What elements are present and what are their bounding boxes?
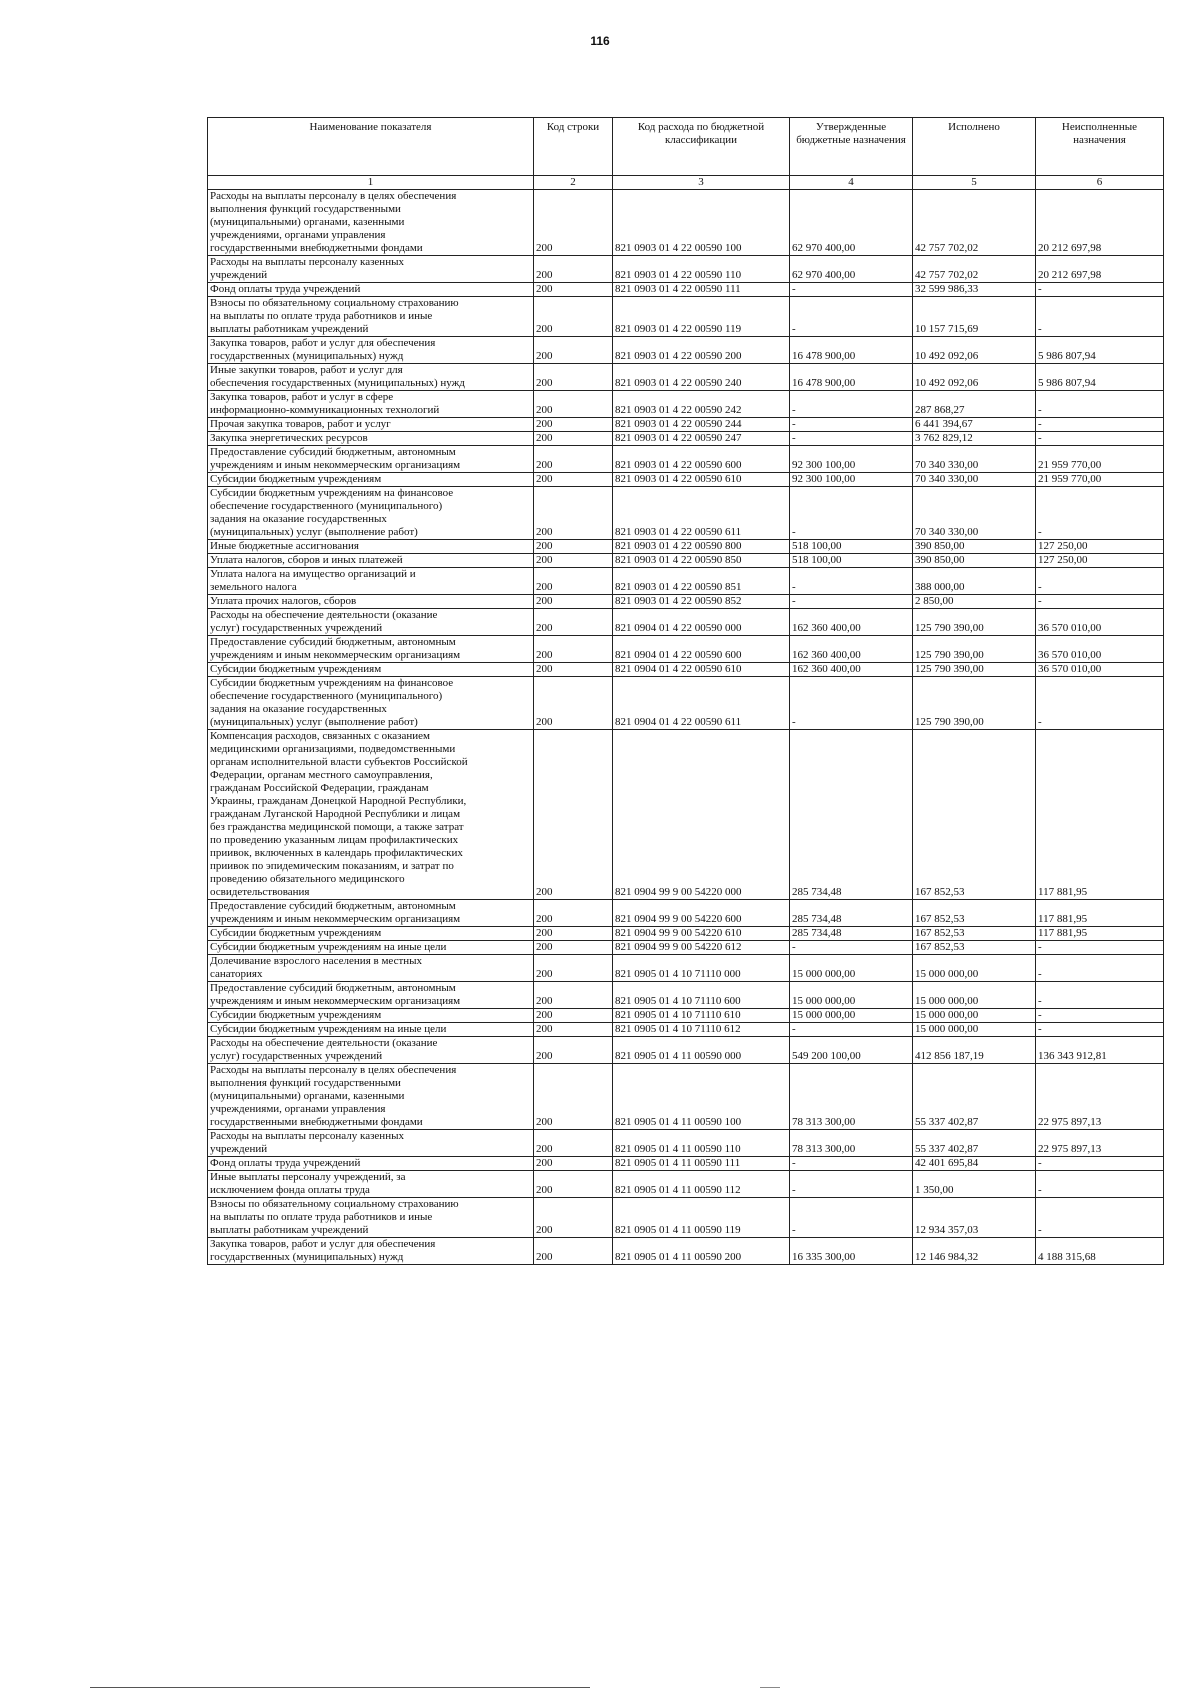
row-budget-code: 821 0905 01 4 11 00590 111 xyxy=(613,1157,790,1171)
table-row xyxy=(208,446,1164,473)
row-budget-code: 821 0903 01 4 22 00590 119 xyxy=(613,297,790,337)
row-unexecuted: - xyxy=(1036,418,1164,432)
row-name: Субсидии бюджетным учреждениям xyxy=(208,473,534,487)
row-approved: 62 970 400,00 xyxy=(790,256,913,283)
row-line-code: 200 xyxy=(534,1198,613,1238)
row-approved: 162 360 400,00 xyxy=(790,609,913,636)
row-unexecuted: - xyxy=(1036,487,1164,540)
row-name: Иные выплаты персоналу учреждений, за исключением фонда оплаты труда xyxy=(208,1171,534,1198)
row-executed: 167 852,53 xyxy=(913,900,1036,927)
row-name: Закупка товаров, работ и услуг в сфере информационно-коммуникационных технологий xyxy=(208,391,534,418)
table-row xyxy=(208,297,1164,337)
row-executed: 1 350,00 xyxy=(913,1171,1036,1198)
row-budget-code: 821 0904 99 9 00 54220 000 xyxy=(613,730,790,900)
row-executed: 412 856 187,19 xyxy=(913,1037,1036,1064)
row-line-code: 200 xyxy=(534,677,613,730)
row-unexecuted: - xyxy=(1036,677,1164,730)
row-approved: - xyxy=(790,283,913,297)
row-unexecuted: - xyxy=(1036,391,1164,418)
row-approved: 285 734,48 xyxy=(790,927,913,941)
row-budget-code: 821 0903 01 4 22 00590 240 xyxy=(613,364,790,391)
row-unexecuted: 22 975 897,13 xyxy=(1036,1064,1164,1130)
bottom-rule xyxy=(90,1687,590,1688)
row-budget-code: 821 0905 01 4 10 71110 600 xyxy=(613,982,790,1009)
row-executed: 15 000 000,00 xyxy=(913,1023,1036,1037)
row-line-code: 200 xyxy=(534,595,613,609)
table-row xyxy=(208,1157,1164,1171)
row-approved: 15 000 000,00 xyxy=(790,955,913,982)
row-unexecuted: - xyxy=(1036,941,1164,955)
row-name: Фонд оплаты труда учреждений xyxy=(208,283,534,297)
table-row xyxy=(208,1171,1164,1198)
table-row xyxy=(208,1037,1164,1064)
row-executed: 3 762 829,12 xyxy=(913,432,1036,446)
row-name: Иные бюджетные ассигнования xyxy=(208,540,534,554)
row-executed: 125 790 390,00 xyxy=(913,663,1036,677)
row-name: Компенсация расходов, связанных с оказанием медицинскими организациями, подведомственными органам исполнительной власти субъектов Российской Федерации, органам местного самоуправления, гражданам Российской Федерации, гражданам Украины, гражданам Донецкой Народной Республики, гражданам Луганской Народной Республики и лицам без гражданства медицинской помощи, а также затрат по проведению указанным лицам профилактических приивок, включенных в календарь профилактических приивок по эпидемическим показаниям, и затрат по проведению обязательного медицинского освидетельствования xyxy=(208,730,534,900)
row-name: Субсидии бюджетным учреждениям xyxy=(208,663,534,677)
row-unexecuted: 36 570 010,00 xyxy=(1036,636,1164,663)
row-executed: 388 000,00 xyxy=(913,568,1036,595)
row-name: Субсидии бюджетным учреждениям xyxy=(208,927,534,941)
header-executed: Исполнено xyxy=(913,118,1036,176)
page-number: 116 xyxy=(590,34,610,48)
row-budget-code: 821 0903 01 4 22 00590 852 xyxy=(613,595,790,609)
row-approved: 162 360 400,00 xyxy=(790,636,913,663)
table-row xyxy=(208,636,1164,663)
header-name: Наименование показателя xyxy=(208,118,534,176)
row-approved: 518 100,00 xyxy=(790,540,913,554)
row-budget-code: 821 0904 01 4 22 00590 600 xyxy=(613,636,790,663)
row-unexecuted: 117 881,95 xyxy=(1036,730,1164,900)
row-approved: 15 000 000,00 xyxy=(790,982,913,1009)
table-row xyxy=(208,568,1164,595)
table-row xyxy=(208,1009,1164,1023)
row-budget-code: 821 0905 01 4 11 00590 112 xyxy=(613,1171,790,1198)
row-name: Закупка товаров, работ и услуг для обеспечения государственных (муниципальных) нужд xyxy=(208,337,534,364)
row-line-code: 200 xyxy=(534,190,613,256)
row-name: Предоставление субсидий бюджетным, автономным учреждениям и иным некоммерческим организациям xyxy=(208,446,534,473)
column-number: 1 xyxy=(208,176,534,190)
row-unexecuted: - xyxy=(1036,982,1164,1009)
row-unexecuted: 117 881,95 xyxy=(1036,927,1164,941)
row-budget-code: 821 0903 01 4 22 00590 242 xyxy=(613,391,790,418)
row-approved: 549 200 100,00 xyxy=(790,1037,913,1064)
row-budget-code: 821 0904 99 9 00 54220 612 xyxy=(613,941,790,955)
row-unexecuted: - xyxy=(1036,595,1164,609)
row-approved: 162 360 400,00 xyxy=(790,663,913,677)
row-line-code: 200 xyxy=(534,1130,613,1157)
row-line-code: 200 xyxy=(534,446,613,473)
row-unexecuted: 5 986 807,94 xyxy=(1036,337,1164,364)
row-approved: - xyxy=(790,595,913,609)
table-row xyxy=(208,1238,1164,1265)
row-budget-code: 821 0903 01 4 22 00590 200 xyxy=(613,337,790,364)
row-executed: 55 337 402,87 xyxy=(913,1130,1036,1157)
row-executed: 70 340 330,00 xyxy=(913,487,1036,540)
row-approved: 15 000 000,00 xyxy=(790,1009,913,1023)
table-row xyxy=(208,927,1164,941)
row-budget-code: 821 0904 99 9 00 54220 600 xyxy=(613,900,790,927)
row-approved: 16 335 300,00 xyxy=(790,1238,913,1265)
row-line-code: 200 xyxy=(534,297,613,337)
row-line-code: 200 xyxy=(534,1064,613,1130)
row-approved: - xyxy=(790,1198,913,1238)
row-unexecuted: 117 881,95 xyxy=(1036,900,1164,927)
row-line-code: 200 xyxy=(534,955,613,982)
row-executed: 10 492 092,06 xyxy=(913,364,1036,391)
row-approved: - xyxy=(790,1171,913,1198)
column-number: 4 xyxy=(790,176,913,190)
row-budget-code: 821 0903 01 4 22 00590 244 xyxy=(613,418,790,432)
row-budget-code: 821 0905 01 4 11 00590 200 xyxy=(613,1238,790,1265)
row-name: Субсидии бюджетным учреждениям xyxy=(208,1009,534,1023)
row-budget-code: 821 0904 01 4 22 00590 000 xyxy=(613,609,790,636)
table-row xyxy=(208,487,1164,540)
row-executed: 15 000 000,00 xyxy=(913,955,1036,982)
row-line-code: 200 xyxy=(534,1037,613,1064)
row-budget-code: 821 0904 01 4 22 00590 611 xyxy=(613,677,790,730)
row-name: Субсидии бюджетным учреждениям на финансовое обеспечение государственного (муниципального) задания на оказание государственных (муниципальных) услуг (выполнение работ) xyxy=(208,677,534,730)
table-row xyxy=(208,256,1164,283)
row-line-code: 200 xyxy=(534,568,613,595)
row-executed: 390 850,00 xyxy=(913,554,1036,568)
row-approved: - xyxy=(790,297,913,337)
row-budget-code: 821 0903 01 4 22 00590 800 xyxy=(613,540,790,554)
table-row xyxy=(208,941,1164,955)
row-unexecuted: 36 570 010,00 xyxy=(1036,609,1164,636)
row-executed: 55 337 402,87 xyxy=(913,1064,1036,1130)
row-executed: 125 790 390,00 xyxy=(913,609,1036,636)
row-executed: 2 850,00 xyxy=(913,595,1036,609)
row-name: Закупка энергетических ресурсов xyxy=(208,432,534,446)
row-executed: 42 757 702,02 xyxy=(913,256,1036,283)
row-line-code: 200 xyxy=(534,730,613,900)
column-number: 6 xyxy=(1036,176,1164,190)
row-approved: 78 313 300,00 xyxy=(790,1064,913,1130)
row-name: Уплата налога на имущество организаций и земельного налога xyxy=(208,568,534,595)
row-unexecuted: - xyxy=(1036,432,1164,446)
row-executed: 15 000 000,00 xyxy=(913,1009,1036,1023)
table-row xyxy=(208,554,1164,568)
row-approved: 16 478 900,00 xyxy=(790,337,913,364)
row-unexecuted: 22 975 897,13 xyxy=(1036,1130,1164,1157)
table-row xyxy=(208,1064,1164,1130)
row-executed: 10 157 715,69 xyxy=(913,297,1036,337)
row-approved: - xyxy=(790,941,913,955)
row-line-code: 200 xyxy=(534,1157,613,1171)
row-approved: 78 313 300,00 xyxy=(790,1130,913,1157)
row-executed: 6 441 394,67 xyxy=(913,418,1036,432)
row-approved: - xyxy=(790,432,913,446)
table-row xyxy=(208,730,1164,900)
row-name: Расходы на выплаты персоналу казенных учреждений xyxy=(208,1130,534,1157)
row-budget-code: 821 0905 01 4 10 71110 000 xyxy=(613,955,790,982)
table-row xyxy=(208,982,1164,1009)
row-line-code: 200 xyxy=(534,900,613,927)
row-line-code: 200 xyxy=(534,1009,613,1023)
row-budget-code: 821 0905 01 4 11 00590 100 xyxy=(613,1064,790,1130)
row-unexecuted: 21 959 770,00 xyxy=(1036,446,1164,473)
row-name: Расходы на обеспечение деятельности (оказание услуг) государственных учреждений xyxy=(208,1037,534,1064)
row-name: Субсидии бюджетным учреждениям на финансовое обеспечение государственного (муниципального) задания на оказание государственных (муниципальных) услуг (выполнение работ) xyxy=(208,487,534,540)
row-executed: 287 868,27 xyxy=(913,391,1036,418)
row-name: Расходы на выплаты персоналу казенных учреждений xyxy=(208,256,534,283)
row-executed: 390 850,00 xyxy=(913,540,1036,554)
row-budget-code: 821 0903 01 4 22 00590 851 xyxy=(613,568,790,595)
row-line-code: 200 xyxy=(534,337,613,364)
row-approved: 285 734,48 xyxy=(790,900,913,927)
table-row xyxy=(208,955,1164,982)
row-line-code: 200 xyxy=(534,487,613,540)
row-executed: 125 790 390,00 xyxy=(913,677,1036,730)
row-approved: 92 300 100,00 xyxy=(790,473,913,487)
row-executed: 42 757 702,02 xyxy=(913,190,1036,256)
row-executed: 70 340 330,00 xyxy=(913,446,1036,473)
row-budget-code: 821 0905 01 4 11 00590 119 xyxy=(613,1198,790,1238)
row-executed: 12 934 357,03 xyxy=(913,1198,1036,1238)
row-line-code: 200 xyxy=(534,432,613,446)
row-budget-code: 821 0903 01 4 22 00590 247 xyxy=(613,432,790,446)
row-unexecuted: - xyxy=(1036,1157,1164,1171)
row-approved: - xyxy=(790,1157,913,1171)
row-executed: 167 852,53 xyxy=(913,941,1036,955)
row-line-code: 200 xyxy=(534,927,613,941)
row-approved: - xyxy=(790,391,913,418)
row-name: Закупка товаров, работ и услуг для обеспечения государственных (муниципальных) нужд xyxy=(208,1238,534,1265)
row-line-code: 200 xyxy=(534,473,613,487)
row-budget-code: 821 0903 01 4 22 00590 850 xyxy=(613,554,790,568)
row-unexecuted: - xyxy=(1036,283,1164,297)
row-unexecuted: - xyxy=(1036,1009,1164,1023)
row-budget-code: 821 0903 01 4 22 00590 100 xyxy=(613,190,790,256)
header-budget-code: Код расхода по бюджетной классификации xyxy=(613,118,790,176)
row-unexecuted: 136 343 912,81 xyxy=(1036,1037,1164,1064)
row-name: Взносы по обязательному социальному страхованию на выплаты по оплате труда работников и иные выплаты работникам учреждений xyxy=(208,1198,534,1238)
row-name: Прочая закупка товаров, работ и услуг xyxy=(208,418,534,432)
row-unexecuted: 21 959 770,00 xyxy=(1036,473,1164,487)
row-unexecuted: 127 250,00 xyxy=(1036,540,1164,554)
row-line-code: 200 xyxy=(534,256,613,283)
row-name: Иные закупки товаров, работ и услуг для обеспечения государственных (муниципальных) нужд xyxy=(208,364,534,391)
column-number: 3 xyxy=(613,176,790,190)
table-row xyxy=(208,283,1164,297)
row-budget-code: 821 0904 99 9 00 54220 610 xyxy=(613,927,790,941)
row-budget-code: 821 0903 01 4 22 00590 110 xyxy=(613,256,790,283)
bottom-mark xyxy=(760,1687,780,1688)
row-line-code: 200 xyxy=(534,364,613,391)
row-name: Субсидии бюджетным учреждениям на иные цели xyxy=(208,1023,534,1037)
row-name: Взносы по обязательному социальному страхованию на выплаты по оплате труда работников и иные выплаты работникам учреждений xyxy=(208,297,534,337)
row-budget-code: 821 0905 01 4 10 71110 612 xyxy=(613,1023,790,1037)
row-executed: 15 000 000,00 xyxy=(913,982,1036,1009)
column-number: 2 xyxy=(534,176,613,190)
row-unexecuted: - xyxy=(1036,568,1164,595)
header-line-code: Код строки xyxy=(534,118,613,176)
row-executed: 167 852,53 xyxy=(913,927,1036,941)
row-name: Уплата прочих налогов, сборов xyxy=(208,595,534,609)
row-approved: - xyxy=(790,677,913,730)
row-line-code: 200 xyxy=(534,554,613,568)
table-row xyxy=(208,609,1164,636)
row-line-code: 200 xyxy=(534,609,613,636)
row-unexecuted: - xyxy=(1036,1171,1164,1198)
row-line-code: 200 xyxy=(534,418,613,432)
table-row xyxy=(208,540,1164,554)
table-row xyxy=(208,1130,1164,1157)
table-row xyxy=(208,190,1164,256)
row-approved: 285 734,48 xyxy=(790,730,913,900)
row-executed: 12 146 984,32 xyxy=(913,1238,1036,1265)
row-line-code: 200 xyxy=(534,1171,613,1198)
row-budget-code: 821 0905 01 4 11 00590 110 xyxy=(613,1130,790,1157)
row-name: Расходы на выплаты персоналу в целях обеспечения выполнения функций государственными (муниципальными) органами, казенными учреждениями, органами управления государственными внебюджетными фондами xyxy=(208,1064,534,1130)
row-line-code: 200 xyxy=(534,636,613,663)
row-budget-code: 821 0905 01 4 10 71110 610 xyxy=(613,1009,790,1023)
table-row xyxy=(208,1198,1164,1238)
row-approved: - xyxy=(790,418,913,432)
row-approved: - xyxy=(790,487,913,540)
row-line-code: 200 xyxy=(534,540,613,554)
budget-report-table xyxy=(207,117,1164,1265)
row-unexecuted: 36 570 010,00 xyxy=(1036,663,1164,677)
row-executed: 42 401 695,84 xyxy=(913,1157,1036,1171)
row-line-code: 200 xyxy=(534,982,613,1009)
row-unexecuted: 5 986 807,94 xyxy=(1036,364,1164,391)
table-row xyxy=(208,418,1164,432)
row-executed: 10 492 092,06 xyxy=(913,337,1036,364)
row-line-code: 200 xyxy=(534,941,613,955)
table-row xyxy=(208,663,1164,677)
row-unexecuted: - xyxy=(1036,1198,1164,1238)
row-approved: - xyxy=(790,1023,913,1037)
row-name: Уплата налогов, сборов и иных платежей xyxy=(208,554,534,568)
table-row xyxy=(208,391,1164,418)
table-row xyxy=(208,677,1164,730)
table-row xyxy=(208,1023,1164,1037)
row-unexecuted: - xyxy=(1036,1023,1164,1037)
table-row xyxy=(208,473,1164,487)
row-budget-code: 821 0903 01 4 22 00590 111 xyxy=(613,283,790,297)
row-unexecuted: 4 188 315,68 xyxy=(1036,1238,1164,1265)
row-line-code: 200 xyxy=(534,1023,613,1037)
table-row xyxy=(208,595,1164,609)
row-name: Предоставление субсидий бюджетным, автономным учреждениям и иным некоммерческим организациям xyxy=(208,982,534,1009)
row-name: Фонд оплаты труда учреждений xyxy=(208,1157,534,1171)
row-budget-code: 821 0903 01 4 22 00590 610 xyxy=(613,473,790,487)
row-name: Расходы на выплаты персоналу в целях обеспечения выполнения функций государственными (муниципальными) органами, казенными учреждениями, органами управления государственными внебюджетными фондами xyxy=(208,190,534,256)
row-line-code: 200 xyxy=(534,391,613,418)
row-line-code: 200 xyxy=(534,1238,613,1265)
table-row xyxy=(208,337,1164,364)
table-row xyxy=(208,364,1164,391)
row-executed: 125 790 390,00 xyxy=(913,636,1036,663)
row-name: Предоставление субсидий бюджетным, автономным учреждениям и иным некоммерческим организациям xyxy=(208,636,534,663)
row-executed: 167 852,53 xyxy=(913,730,1036,900)
table-row xyxy=(208,432,1164,446)
row-name: Субсидии бюджетным учреждениям на иные цели xyxy=(208,941,534,955)
row-approved: - xyxy=(790,568,913,595)
row-name: Предоставление субсидий бюджетным, автономным учреждениям и иным некоммерческим организациям xyxy=(208,900,534,927)
row-executed: 70 340 330,00 xyxy=(913,473,1036,487)
table-row xyxy=(208,900,1164,927)
row-budget-code: 821 0903 01 4 22 00590 611 xyxy=(613,487,790,540)
header-approved: Утвержденные бюджетные назначения xyxy=(790,118,913,176)
row-unexecuted: - xyxy=(1036,297,1164,337)
row-unexecuted: 20 212 697,98 xyxy=(1036,256,1164,283)
report-body xyxy=(208,190,1164,1265)
row-approved: 518 100,00 xyxy=(790,554,913,568)
row-budget-code: 821 0904 01 4 22 00590 610 xyxy=(613,663,790,677)
header-unexecuted: Неисполненные назначения xyxy=(1036,118,1164,176)
row-budget-code: 821 0905 01 4 11 00590 000 xyxy=(613,1037,790,1064)
row-line-code: 200 xyxy=(534,663,613,677)
row-line-code: 200 xyxy=(534,283,613,297)
row-unexecuted: 20 212 697,98 xyxy=(1036,190,1164,256)
row-budget-code: 821 0903 01 4 22 00590 600 xyxy=(613,446,790,473)
row-name: Расходы на обеспечение деятельности (оказание услуг) государственных учреждений xyxy=(208,609,534,636)
row-approved: 16 478 900,00 xyxy=(790,364,913,391)
row-unexecuted: 127 250,00 xyxy=(1036,554,1164,568)
row-unexecuted: - xyxy=(1036,955,1164,982)
row-executed: 32 599 986,33 xyxy=(913,283,1036,297)
row-approved: 62 970 400,00 xyxy=(790,190,913,256)
row-name: Долечивание взрослого населения в местных санаториях xyxy=(208,955,534,982)
row-approved: 92 300 100,00 xyxy=(790,446,913,473)
column-number: 5 xyxy=(913,176,1036,190)
